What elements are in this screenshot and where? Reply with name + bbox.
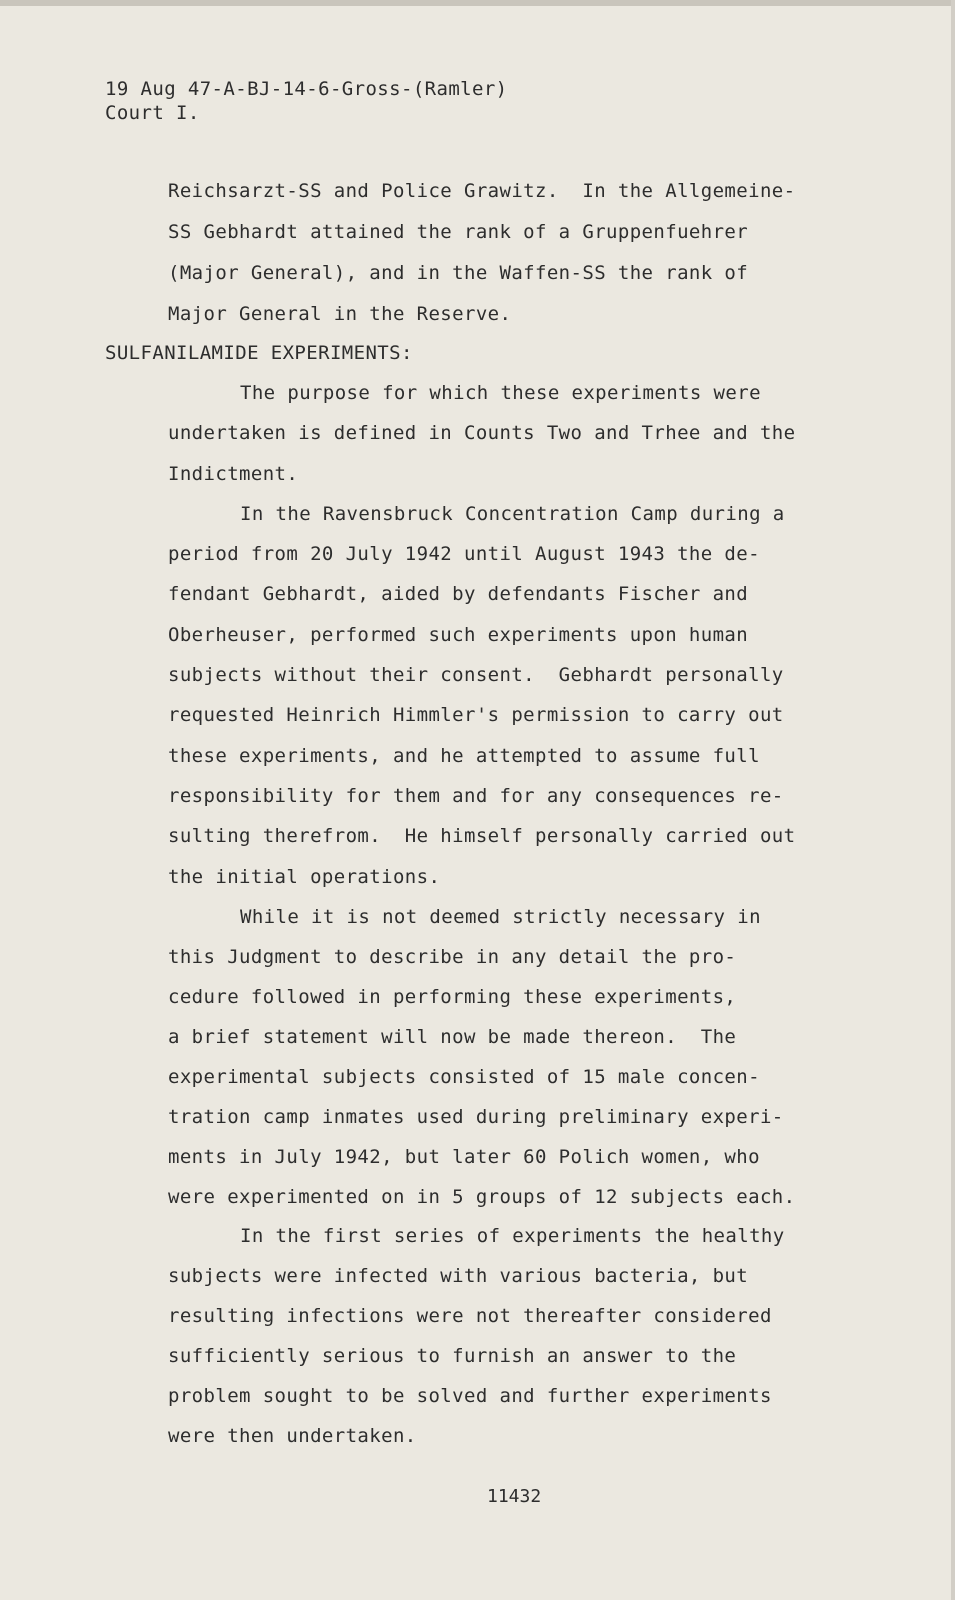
paragraph-line: ments in July 1942, but later 60 Polich women, who <box>168 1146 760 1168</box>
paragraph-line: were then undertaken. <box>168 1425 417 1447</box>
paragraph-line: SS Gebhardt attained the rank of a Gruppenfuehrer <box>168 221 749 243</box>
paragraph-line: problem sought to be solved and further experiments <box>168 1385 772 1407</box>
page-top-edge <box>0 0 955 6</box>
court-label: Court I. <box>105 102 200 124</box>
paragraph-line: In the first series of experiments the healthy <box>240 1225 785 1247</box>
paragraph-line: sufficiently serious to furnish an answer to the <box>168 1345 737 1367</box>
paragraph-line: period from 20 July 1942 until August 1943 the de- <box>168 543 760 565</box>
paragraph-line: undertaken is defined in Counts Two and Trhee and the <box>168 422 796 444</box>
paragraph-line: While it is not deemed strictly necessary in <box>240 906 761 928</box>
paragraph-line: Major General in the Reserve. <box>168 303 512 325</box>
paragraph-line: (Major General), and in the Waffen-SS the rank of <box>168 262 749 284</box>
paragraph-line: responsibility for them and for any consequences re- <box>168 785 784 807</box>
paragraph-line: were experimented on in 5 groups of 12 subjects each. <box>168 1186 796 1208</box>
paragraph-line: a brief statement will now be made thereon. The <box>168 1026 737 1048</box>
paragraph-line: fendant Gebhardt, aided by defendants Fischer and <box>168 583 749 605</box>
section-heading: SULFANILAMIDE EXPERIMENTS: <box>105 342 413 364</box>
paragraph-line: Indictment. <box>168 463 299 485</box>
paragraph-line: Reichsarzt-SS and Police Grawitz. In the Allgemeine- <box>168 180 796 202</box>
paragraph-line: sulting therefrom. He himself personally carried out <box>168 825 796 847</box>
paragraph-line: these experiments, and he attempted to assume full <box>168 745 760 767</box>
paragraph-line: cedure followed in performing these experiments, <box>168 986 737 1008</box>
page-right-edge <box>951 0 955 1600</box>
paragraph-line: subjects without their consent. Gebhardt personally <box>168 664 784 686</box>
paragraph-line: experimental subjects consisted of 15 male concen- <box>168 1066 760 1088</box>
paragraph-line: In the Ravensbruck Concentration Camp during a <box>240 503 785 525</box>
paragraph-line: the initial operations. <box>168 866 441 888</box>
paragraph-line: subjects were infected with various bacteria, but <box>168 1265 749 1287</box>
paragraph-line: The purpose for which these experiments were <box>240 382 761 404</box>
paragraph-line: this Judgment to describe in any detail the pro- <box>168 946 737 968</box>
paragraph-line: Oberheuser, performed such experiments upon human <box>168 624 749 646</box>
document-reference: 19 Aug 47-A-BJ-14-6-Gross-(Ramler) <box>105 78 508 100</box>
paragraph-line: resulting infections were not thereafter considered <box>168 1305 772 1327</box>
paragraph-line: requested Heinrich Himmler's permission to carry out <box>168 704 784 726</box>
page-number: 11432 <box>487 1486 542 1507</box>
paragraph-line: tration camp inmates used during preliminary experi- <box>168 1106 784 1128</box>
